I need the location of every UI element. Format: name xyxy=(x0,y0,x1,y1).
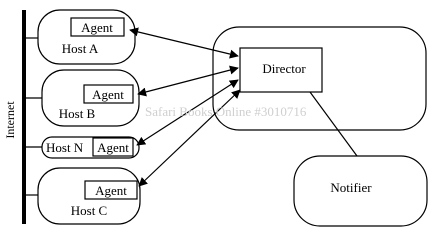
host-n-node xyxy=(42,137,139,158)
host-b-agent-label: Agent xyxy=(92,87,124,102)
internet-label: Internet xyxy=(3,101,17,139)
host-c-agent-label: Agent xyxy=(95,183,127,198)
host-c-name: Host C xyxy=(70,203,108,218)
host-b-name: Host B xyxy=(58,106,96,121)
host-c-node xyxy=(38,168,140,224)
director-label: Director xyxy=(262,61,306,76)
host-a-name: Host A xyxy=(61,41,99,56)
notifier-label: Notifier xyxy=(330,180,372,195)
host-a-agent-label: Agent xyxy=(81,20,113,35)
host-n-name: Host N xyxy=(46,140,84,155)
watermark-text: Safari Books Online #3010716 xyxy=(145,104,307,119)
host-b-node xyxy=(42,70,139,126)
host-a-node xyxy=(38,10,135,64)
host-n-agent-label: Agent xyxy=(97,140,129,155)
notifier-node xyxy=(294,156,427,226)
